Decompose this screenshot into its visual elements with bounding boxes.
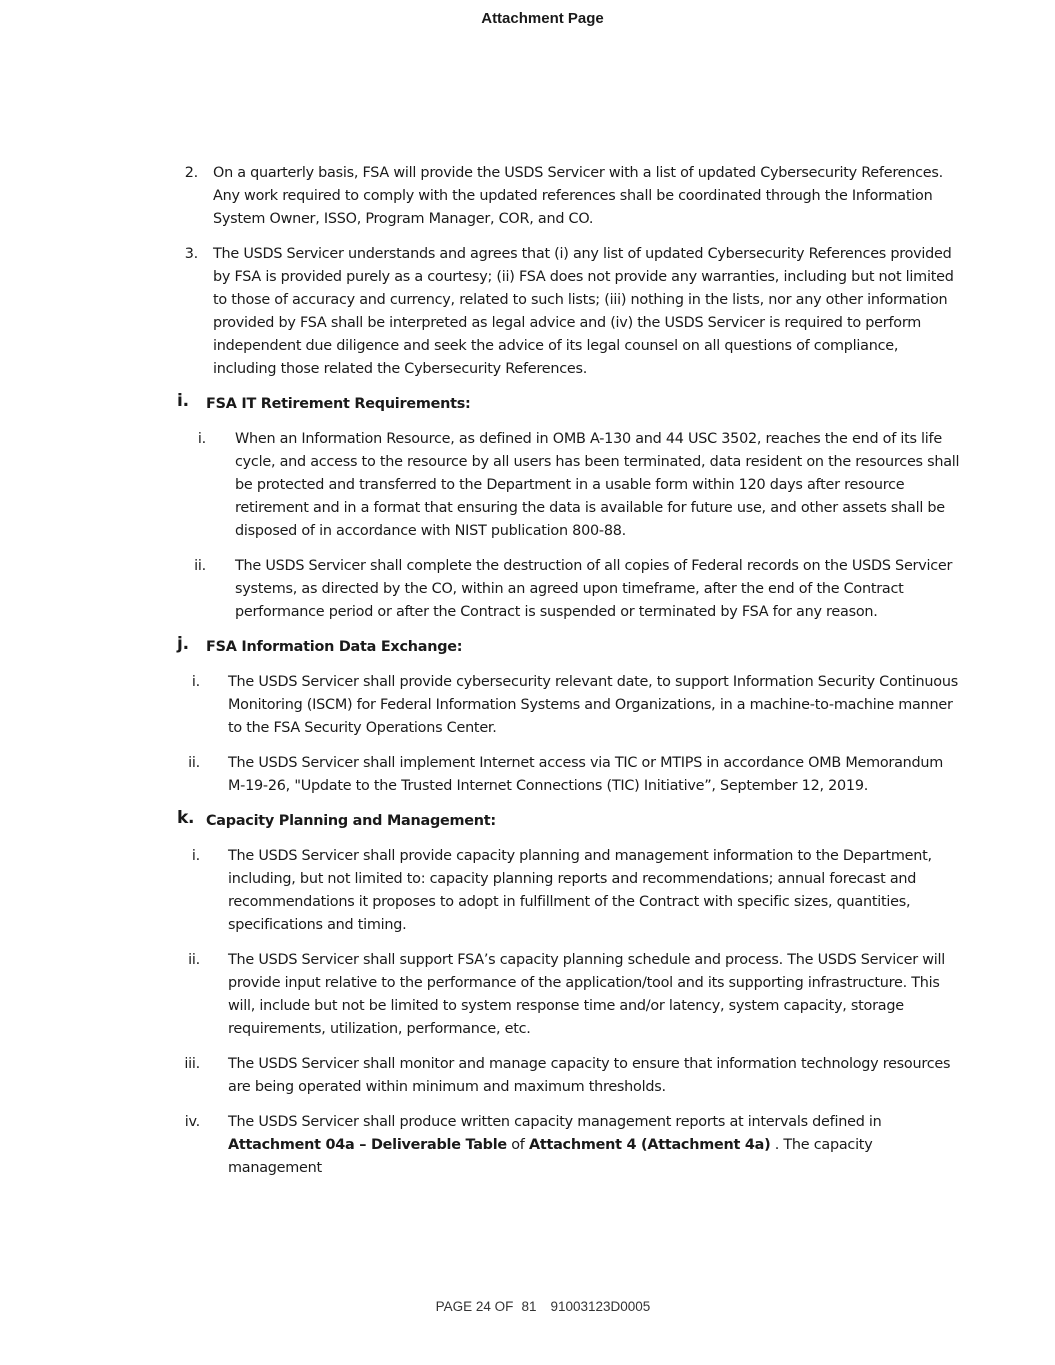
list-number: 2. (184, 165, 198, 181)
list-number: i. (191, 848, 200, 864)
section-heading-capacity (0, 810, 1055, 836)
section-letter: j. (177, 634, 189, 654)
list-text: The USDS Servicer shall provide capacity planning and management information to the Department, including, but not limited to: capacity planning reports and recommendations; annual forecast and recommendations it proposes to adopt in fulfillment of the Contract with specific sizes, quantities, specifications and timing. (228, 848, 932, 933)
list-text: The USDS Servicer shall support FSA’s capacity planning schedule and process. The USDS Servicer will provide input relative to the performance of the application/tool and its supporting infrastructure. This will, include but not be limited to system response time and/or latency, system capacity, storage requirements, utilization, performance, etc. (228, 952, 945, 1037)
text-segment: . The capacity management (228, 1137, 873, 1176)
list-text: The USDS Servicer shall complete the destruction of all copies of Federal records on the USDS Servicer systems, as directed by the CO, within an agreed upon timeframe, after the end of the Contract performance period or after the Contract is suspended or terminated by FSA for any reason. (235, 558, 953, 620)
list-item (0, 243, 1055, 381)
list-item (0, 555, 1055, 624)
document-body (0, 162, 1055, 1192)
text-segment: The USDS Servicer shall produce written capacity management reports at intervals defined in (228, 1114, 882, 1130)
total-pages: 81 (521, 1299, 537, 1314)
list-item (0, 428, 1055, 543)
section-title: FSA Information Data Exchange: (206, 639, 463, 655)
page-footer (0, 1299, 1055, 1314)
list-item (0, 1111, 1055, 1180)
list-item (0, 949, 1055, 1041)
list-number: ii. (194, 558, 206, 574)
section-title: Capacity Planning and Management: (206, 813, 496, 829)
list-item (0, 845, 1055, 937)
list-text: The USDS Servicer shall implement Internet access via TIC or MTIPS in accordance OMB Memorandum M-19-26, "Update to the Trusted Internet Connections (TIC) Initiative”, September 12, 2019. (228, 755, 944, 794)
contract-number: 91003123D0005 (550, 1299, 651, 1314)
list-text: On a quarterly basis, FSA will provide the USDS Servicer with a list of updated Cybersecurity References. Any work required to comply with the updated references shall be coordinated through the Information System Owner, ISSO, Program Manager, COR, and CO. (213, 165, 943, 227)
page-label: PAGE 24 OF (435, 1299, 514, 1314)
list-number: iii. (184, 1056, 200, 1072)
section-letter: i. (177, 391, 189, 411)
list-number: i. (191, 674, 200, 690)
page-header: Attachment Page (481, 10, 604, 27)
list-number: i. (197, 431, 206, 447)
section-title: FSA IT Retirement Requirements: (206, 396, 471, 412)
list-item (0, 752, 1055, 798)
attachment-reference: Attachment 4 (Attachment 4a) (528, 1137, 771, 1153)
list-number: ii. (188, 952, 200, 968)
list-text: The USDS Servicer shall monitor and manage capacity to ensure that information technology resources are being operated within minimum and maximum thresholds. (228, 1056, 951, 1095)
section-heading-data-exchange (0, 636, 1055, 662)
list-number: 3. (184, 246, 198, 262)
list-item (0, 162, 1055, 231)
list-item (0, 1053, 1055, 1099)
section-heading-retirement (0, 393, 1055, 419)
attachment-reference: Attachment 04a – Deliverable Table (228, 1137, 507, 1153)
list-item (0, 671, 1055, 740)
list-text (228, 1111, 958, 1180)
list-text: The USDS Servicer understands and agrees that (i) any list of updated Cybersecurity References provided by FSA is provided purely as a courtesy; (ii) FSA does not provide any warranties, including but not limited to those of accuracy and currency, related to such lists; (iii) nothing in the lists, nor any other information provided by FSA shall be interpreted as legal advice and (iv) the USDS Servicer is required to perform independent due diligence and seek the advice of its legal counsel on all questions of compliance, including those related the Cybersecurity References. (213, 246, 954, 377)
text-segment: of (506, 1137, 529, 1153)
list-number: iv. (184, 1114, 200, 1130)
section-letter: k. (177, 808, 195, 828)
list-text: The USDS Servicer shall provide cybersecurity relevant date, to support Information Security Continuous Monitoring (ISCM) for Federal Information Systems and Organizations, in a machine-to-machine manner to the FSA Security Operations Center. (228, 674, 958, 736)
list-text: When an Information Resource, as defined in OMB A-130 and 44 USC 3502, reaches the end of its life cycle, and access to the resource by all users has been terminated, data resident on the resources shall be protected and transferred to the Department in a usable form within 120 days after resource retirement and in a format that ensuring the data is available for future use, and other assets shall be disposed of in accordance with NIST publication 800-88. (235, 431, 960, 539)
list-number: ii. (188, 755, 200, 771)
